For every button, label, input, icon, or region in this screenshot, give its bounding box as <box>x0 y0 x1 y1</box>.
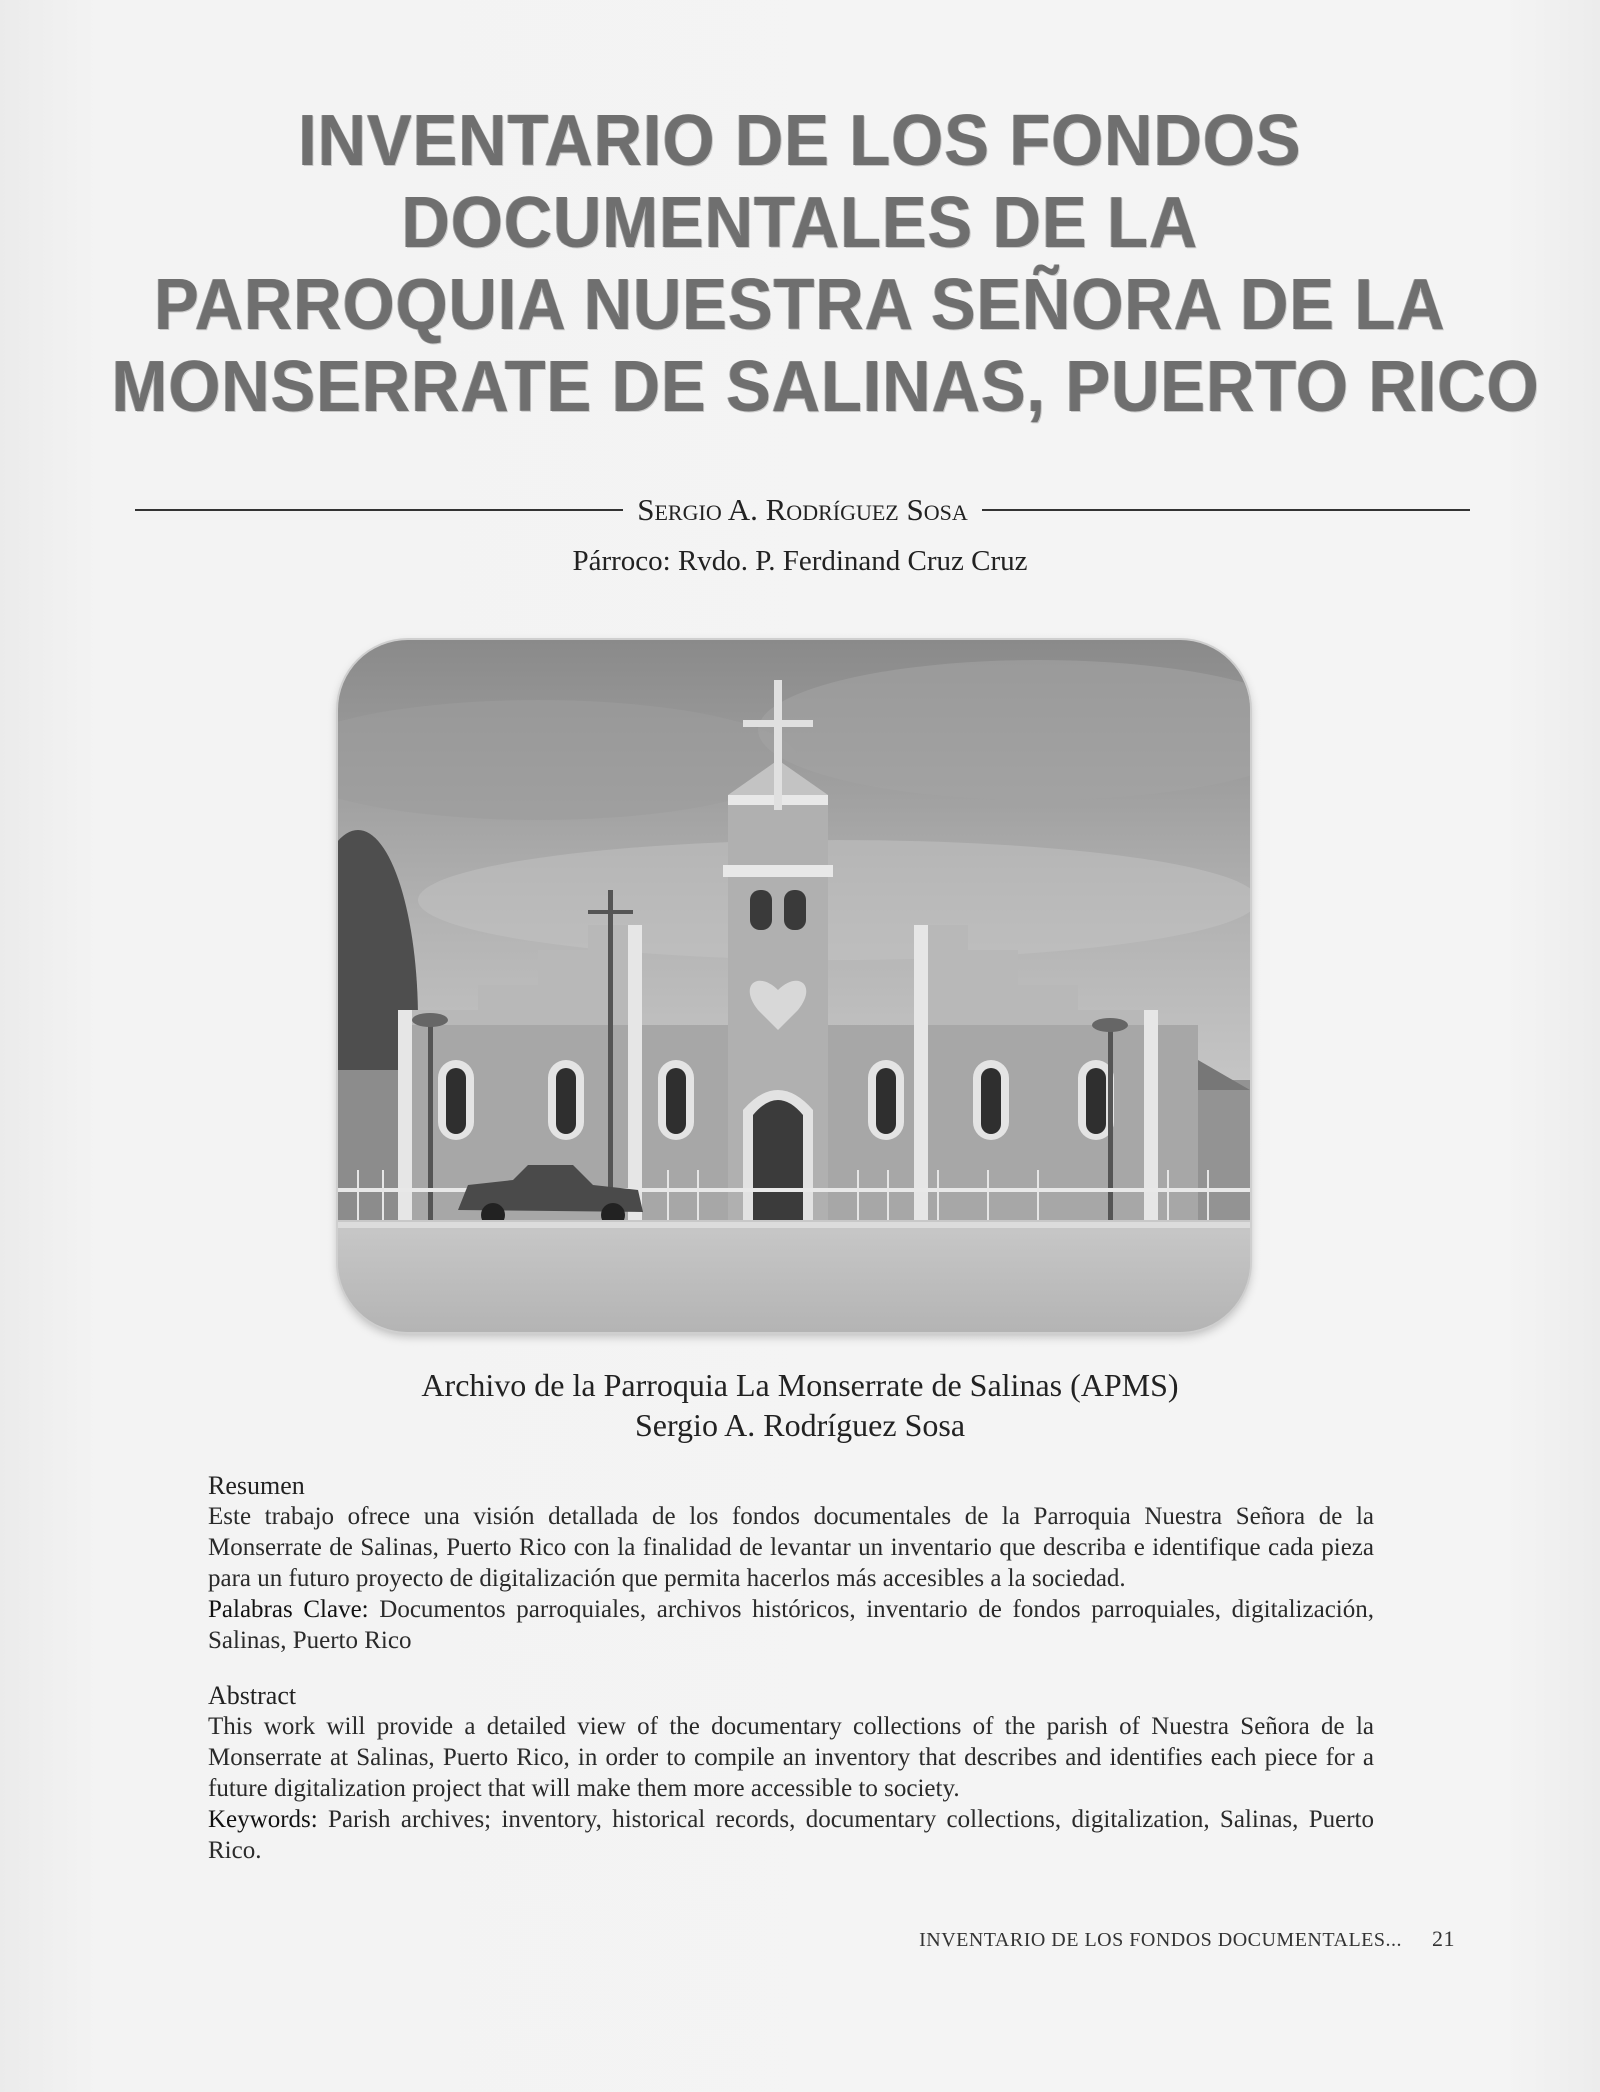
palabras-clave-text: Documentos parroquiales, archivos históricos, inventario de fondos parroquiales, digitalización, Salinas, Puerto Rico <box>208 1596 1374 1654</box>
abstract-text: This work will provide a detailed view of the documentary collections of the parish of Nuestra Señora de la Monserrate at Salinas, Puerto Rico, in order to compile an inventory that describes and identifies each piece for a future digitalization project that will make them more accessible to society. <box>208 1713 1374 1802</box>
palabras-clave-label: Palabras Clave: <box>208 1596 369 1623</box>
page-number: 21 <box>1432 1926 1455 1951</box>
keywords-label: Keywords: <box>208 1806 318 1833</box>
caption-line-1: Archivo de la Parroquia La Monserrate de Salinas (APMS) <box>421 1367 1179 1403</box>
article-title <box>111 100 1540 428</box>
church-photo <box>338 640 1250 1332</box>
page-footer <box>919 1926 1455 1952</box>
author-name: Sergio A. Rodríguez Sosa <box>637 492 968 527</box>
figure-caption <box>0 1365 1600 1445</box>
resumen-keywords <box>208 1594 1374 1656</box>
spacer <box>208 1656 1374 1680</box>
resumen-text: Este trabajo ofrece una visión detallada de los fondos documentales de la Parroquia Nuestra Señora de la Monserrate de Salinas, Puerto Rico con la finalidad de levantar un inventario que describa e identifique cada pieza para un futuro proyecto de digitalización que permita hacerlos más accesibles a la sociedad. <box>208 1503 1374 1592</box>
resumen-heading: Resumen <box>208 1471 305 1500</box>
caption-line-2: Sergio A. Rodríguez Sosa <box>634 1407 966 1443</box>
keywords-text: Parish archives; inventory, historical records, documentary collections, digitalization, Salinas, Puerto Rico. <box>208 1806 1374 1864</box>
abstracts <box>208 1470 1374 1866</box>
abstract-keywords <box>208 1804 1374 1866</box>
right-rule <box>982 509 1470 511</box>
running-title: INVENTARIO DE LOS FONDOS DOCUMENTALES... <box>919 1929 1402 1951</box>
title-line: INVENTARIO DE LOS FONDOS <box>298 101 1302 181</box>
left-rule <box>135 509 623 511</box>
pastor-line: Párroco: Rvdo. P. Ferdinand Cruz Cruz <box>572 545 1028 577</box>
title-line: DOCUMENTALES DE LA <box>401 183 1199 263</box>
author-byline <box>135 490 1470 530</box>
abstract-heading: Abstract <box>208 1681 297 1710</box>
title-line: PARROQUIA NUESTRA SEÑORA DE LA <box>154 265 1446 345</box>
title-line: MONSERRATE DE SALINAS, PUERTO RICO <box>111 347 1540 427</box>
